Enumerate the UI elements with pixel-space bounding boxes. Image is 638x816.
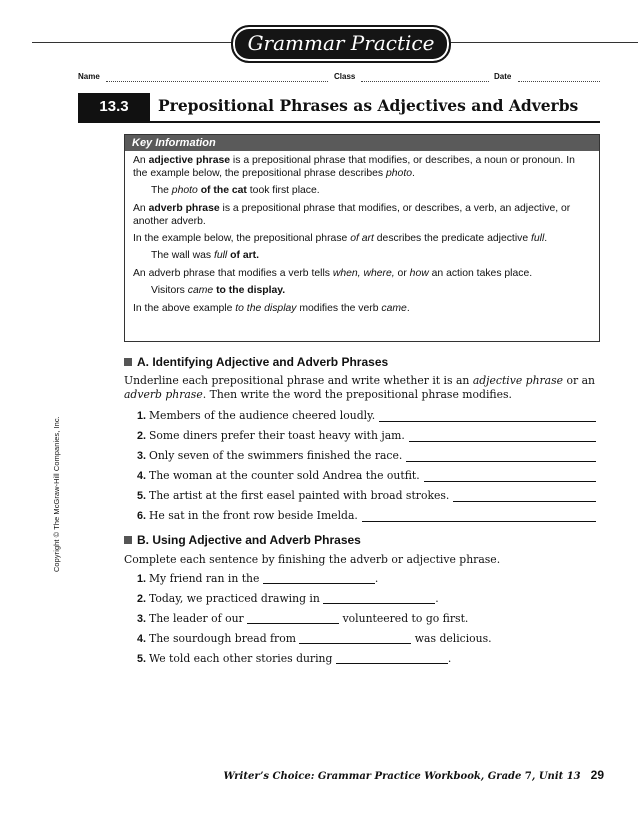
page-number: 29 [590, 768, 604, 782]
answer-line[interactable] [453, 491, 596, 502]
section-b-item-4: 4. The sourdough bread from was delicious. [136, 632, 492, 645]
answer-blank[interactable] [247, 613, 339, 624]
date-label: Date [494, 72, 512, 81]
key-info-example-3: Visitors came to the display. [151, 285, 286, 296]
answer-blank[interactable] [336, 653, 448, 664]
worksheet-banner: Grammar Practice [231, 25, 451, 63]
class-field[interactable] [361, 73, 489, 82]
square-bullet-icon [124, 358, 132, 366]
section-a-item-3: 3. Only seven of the swimmers finished the race. [124, 446, 596, 462]
section-a-directions: Underline each prepositional phrase and write whether it is an adjective phrase or an adverb phrase. Then write the word the prepositional phrase modifies. [124, 374, 595, 401]
section-b-item-2: 2. Today, we practiced drawing in . [136, 592, 439, 605]
name-class-date-bar [78, 72, 600, 86]
section-a-item-2: 2. Some diners prefer their toast heavy with jam. [124, 426, 596, 442]
answer-blank[interactable] [299, 633, 411, 644]
name-field[interactable] [106, 73, 328, 82]
lesson-number: 13.3 [78, 93, 150, 121]
section-a-item-5: 5. The artist at the first easel painted with broad strokes. [124, 486, 596, 502]
answer-line[interactable] [406, 451, 596, 462]
square-bullet-icon [124, 536, 132, 544]
date-field[interactable] [518, 73, 600, 82]
answer-line[interactable] [379, 411, 596, 422]
key-info-adjective-definition: An adjective phrase is a prepositional phrase that modifies, or describes, a noun or pronoun. In the example below, the prepositional phrase describes photo. [133, 155, 575, 179]
key-information-heading: Key Information [125, 135, 599, 151]
lesson-title: Prepositional Phrases as Adjectives and Adverbs [158, 96, 579, 115]
answer-line[interactable] [424, 471, 596, 482]
key-info-adverb-verb-note: An adverb phrase that modifies a verb tells when, where, or how an action takes place. [133, 268, 533, 279]
name-label: Name [78, 72, 100, 81]
section-b-heading: B. Using Adjective and Adverb Phrases [124, 533, 361, 547]
key-info-example-2: The wall was full of art. [151, 250, 260, 261]
section-a-item-6: 6. He sat in the front row beside Imelda. [124, 506, 596, 522]
key-information-box [124, 134, 600, 342]
section-b-directions: Complete each sentence by finishing the adverb or adjective phrase. [124, 553, 501, 566]
section-b-item-3: 3. The leader of our volunteered to go first. [136, 612, 469, 625]
key-info-summary: In the above example to the display modifies the verb came. [133, 303, 410, 314]
key-info-adverb-example-intro: In the example below, the prepositional phrase of art describes the predicate adjective full. [133, 233, 548, 244]
section-a-item-1: 1. Members of the audience cheered loudly. [124, 406, 596, 422]
answer-blank[interactable] [323, 593, 435, 604]
key-info-example-1: The photo of the cat took first place. [151, 185, 320, 196]
key-info-adverb-definition: An adverb phrase is a prepositional phrase that modifies, or describes, a verb, an adjective, or another adverb. [133, 203, 571, 227]
section-b-item-5: 5. We told each other stories during . [136, 652, 452, 665]
answer-line[interactable] [362, 511, 596, 522]
class-label: Class [334, 72, 356, 81]
section-b-item-1: 1. My friend ran in the . [136, 572, 379, 585]
lesson-header [78, 93, 600, 123]
page-footer: Writer’s Choice: Grammar Practice Workbook, Grade 7, Unit 13 29 [223, 768, 604, 782]
section-a-heading: A. Identifying Adjective and Adverb Phrases [124, 355, 388, 369]
answer-blank[interactable] [263, 573, 375, 584]
answer-line[interactable] [409, 431, 596, 442]
section-a-item-4: 4. The woman at the counter sold Andrea the outfit. [124, 466, 596, 482]
